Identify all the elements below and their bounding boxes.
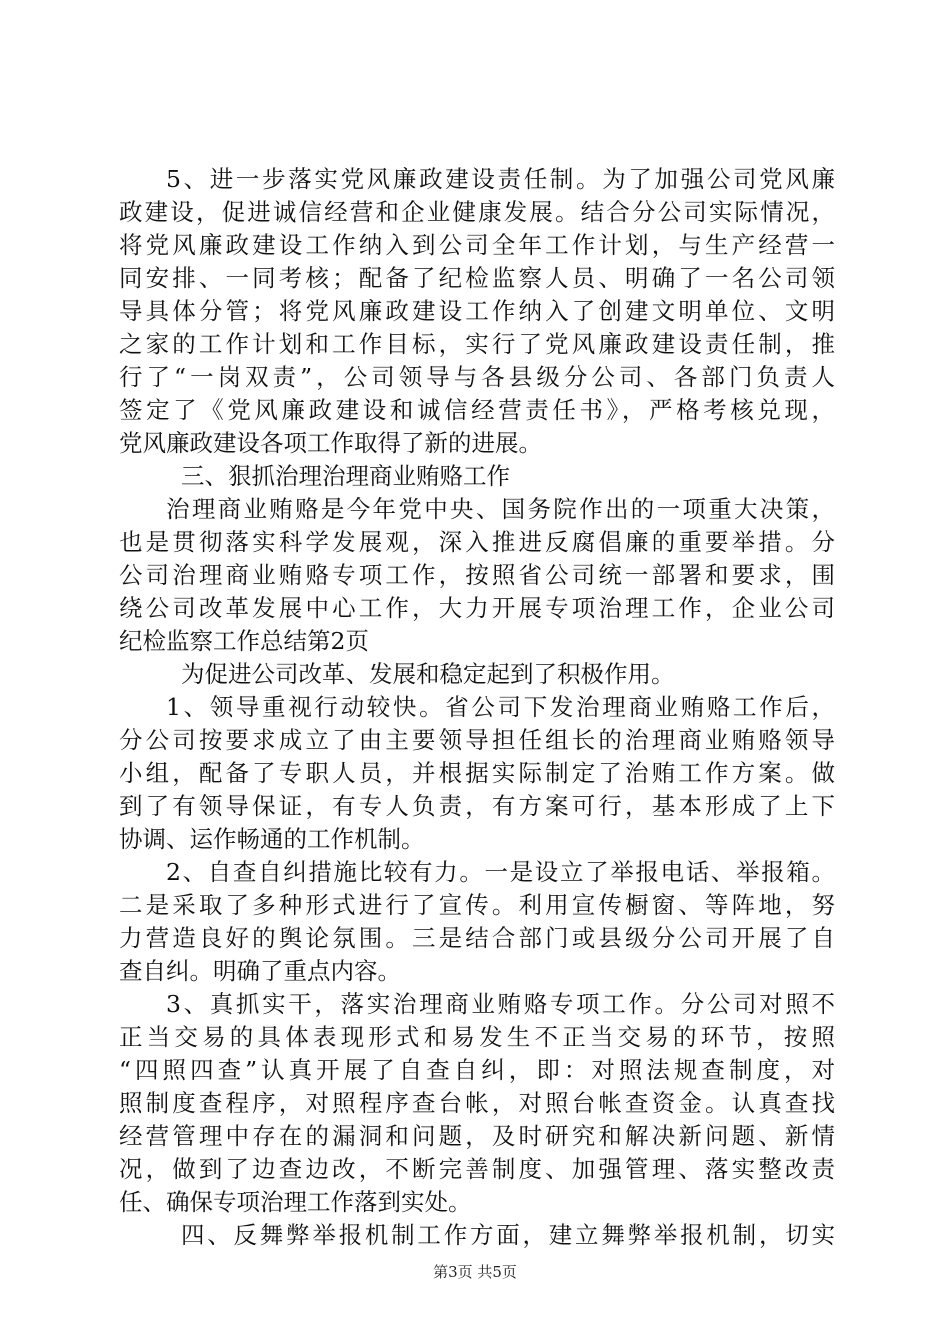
paragraph-line: 二是采取了多种形式进行了宣传。利用宣传橱窗、等阵地，努 xyxy=(119,891,835,919)
paragraph-line: 小组，配备了专职人员，并根据实际制定了治贿工作方案。做 xyxy=(119,759,835,787)
paragraph-line: 同安排、一同考核；配备了纪检监察人员、明确了一名公司领 xyxy=(119,264,835,292)
paragraph-line: 到了有领导保证，有专人负责，有方案可行，基本形成了上下 xyxy=(119,792,835,820)
paragraph-line: 2、自查自纠措施比较有力。一是设立了举报电话、举报箱。 xyxy=(166,858,835,886)
paragraph-line: 将党风廉政建设工作纳入到公司全年工作计划，与生产经营一 xyxy=(119,231,835,259)
paragraph-line: 正当交易的具体表现形式和易发生不正当交易的环节，按照 xyxy=(119,1023,835,1051)
paragraph-line: 况，做到了边查边改，不断完善制度、加强管理、落实整改责 xyxy=(119,1155,835,1183)
paragraph-line: 签定了《党风廉政建设和诚信经营责任书》，严格考核兑现， xyxy=(119,396,835,424)
paragraph-line: 分公司按要求成立了由主要领导担任组长的治理商业贿赂领导 xyxy=(119,726,835,754)
paragraph-line: 导具体分管；将党风廉政建设工作纳入了创建文明单位、文明 xyxy=(119,297,835,325)
paragraph-line: 任、确保专项治理工作落到实处。 xyxy=(119,1188,472,1216)
paragraph-line: 经营管理中存在的漏洞和问题，及时研究和解决新问题、新情 xyxy=(119,1122,835,1150)
paragraph-line: 绕公司改革发展中心工作，大力开展专项治理工作，企业公司 xyxy=(119,594,835,622)
section-heading: 四、反舞弊举报机制工作方面，建立舞弊举报机制，切实 xyxy=(181,1221,835,1249)
paragraph-line: 治理商业贿赂是今年党中央、国务院作出的一项重大决策， xyxy=(166,495,835,523)
paragraph-line: 1、领导重视行动较快。省公司下发治理商业贿赂工作后， xyxy=(166,693,835,721)
paragraph-line: “四照四查”认真开展了自查自纠，即：对照法规查制度，对 xyxy=(119,1056,835,1084)
paragraph-line: 3、真抓实干，落实治理商业贿赂专项工作。分公司对照不 xyxy=(166,990,835,1018)
paragraph-line: 公司治理商业贿赂专项工作，按照省公司统一部署和要求，围 xyxy=(119,561,835,589)
page-number-footer: 第3页 共5页 xyxy=(433,1263,517,1281)
paragraph-line: 也是贯彻落实科学发展观，深入推进反腐倡廉的重要举措。分 xyxy=(119,528,835,556)
paragraph-line: 政建设，促进诚信经营和企业健康发展。结合分公司实际情况， xyxy=(119,198,835,226)
paragraph-line: 之家的工作计划和工作目标，实行了党风廉政建设责任制，推 xyxy=(119,330,835,358)
paragraph-line: 行了“一岗双责”，公司领导与各县级分公司、各部门负责人 xyxy=(119,363,835,391)
document-body xyxy=(119,163,835,1252)
paragraph-line: 为促进公司改革、发展和稳定起到了积极作用。 xyxy=(181,660,675,688)
paragraph-line: 党风廉政建设各项工作取得了新的进展。 xyxy=(119,429,542,457)
section-heading: 三、狠抓治理治理商业贿赂工作 xyxy=(181,462,510,490)
paragraph-line: 照制度查程序，对照程序查台帐，对照台帐查资金。认真查找 xyxy=(119,1089,835,1117)
paragraph-line: 协调、运作畅通的工作机制。 xyxy=(119,825,425,853)
paragraph-line: 纪检监察工作总结第2页 xyxy=(119,627,369,655)
paragraph-line: 5、进一步落实党风廉政建设责任制。为了加强公司党风廉 xyxy=(166,165,835,193)
paragraph-line: 力营造良好的舆论氛围。三是结合部门或县级分公司开展了自 xyxy=(119,924,835,952)
paragraph-line: 查自纠。明确了重点内容。 xyxy=(119,957,401,985)
